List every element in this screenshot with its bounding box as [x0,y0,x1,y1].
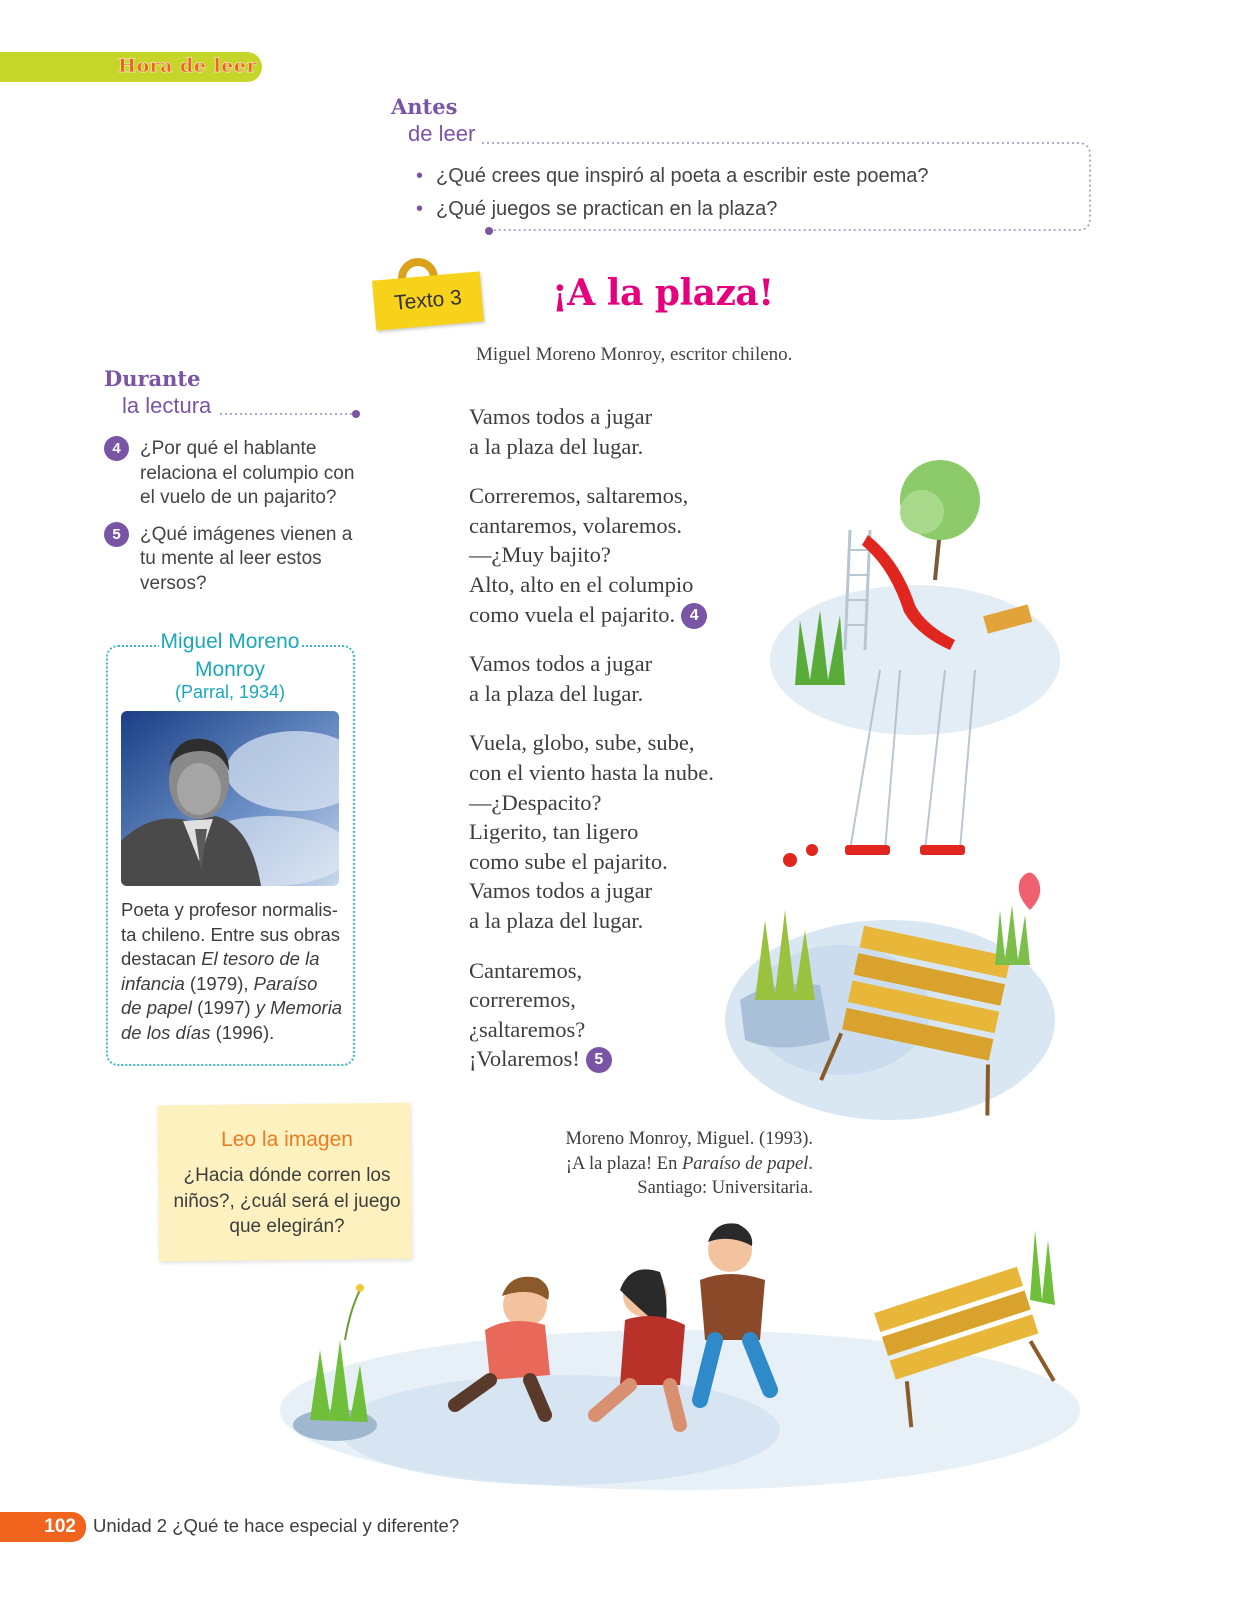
poem-line: Vamos todos a jugar [469,878,653,904]
poem-line: Correremos, saltaremos, [469,483,689,509]
citation-line [470,1152,813,1177]
question-text: ¿Por qué el hablante relaciona el columpio con el vuelo de un pajarito? [140,438,355,508]
poem-line: correremos, [469,987,576,1013]
citation-line: Santiago: Universitaria. [637,1178,813,1198]
author-name-line2: Monroy [194,658,266,681]
poem-line: —¿Despacito? [469,789,602,815]
poem-line: Cantaremos, [469,957,583,983]
poem-stanza [469,728,714,935]
section-tab [0,52,262,82]
question-item [104,523,364,597]
bio-text: Poeta y profesor normalis- ta chileno. Entre sus obras destacan [121,899,341,969]
work-year: (1997) [197,997,251,1018]
during-reading-divider [220,408,365,420]
poem-line: con el viento hasta la nube. [469,759,714,785]
during-reading-title: Durante [104,366,201,391]
section-title: Hora de leer [118,55,257,77]
poem-line: como sube el pajarito. [469,848,668,874]
question-4-badge: 4 [681,603,707,629]
citation [470,1127,813,1201]
poem-line: ¿saltaremos? [469,1016,586,1042]
poem-line-text: como vuela el pajarito. [469,601,676,627]
work-title: Memoria de los días [121,997,343,1043]
question-5-badge: 5 [586,1047,612,1073]
before-reading-title: Antes [391,94,458,119]
children-running-illustration [260,1200,1100,1500]
author-name [108,628,352,684]
question-number-badge: 5 [104,522,129,547]
during-reading-questions [104,437,364,608]
poem-line: cantaremos, volaremos. [469,512,683,538]
author-name-line1: Miguel Moreno [160,630,300,653]
poem-line: Vamos todos a jugar [469,404,653,429]
poem-stanza [469,481,714,629]
work-year: (1996). [215,1021,275,1043]
question-item [104,437,364,511]
poem-body [469,402,714,1094]
page-number: 102 [0,1512,86,1542]
during-reading-subtitle: la lectura [122,393,212,418]
author-dates: (Parral, 1934) [174,682,286,702]
author-photo [121,711,339,886]
work-title: El tesoro de la infancia [121,948,320,994]
image-note-title: Leo la imagen [221,1128,353,1151]
poem-line: Alto, alto en el columpio [469,571,694,597]
poem-stanza [469,956,714,1074]
poem-line: —¿Muy bajito? [469,542,611,568]
list-item: • ¿Qué crees que inspiró al poeta a escribir este poema? [416,160,929,193]
citation-text: . [808,1153,813,1174]
citation-book-title: Paraíso de papel [681,1153,809,1174]
work-title: Paraíso de papel [121,972,318,1018]
poem-line: a la plaza del lugar. [469,680,644,706]
list-item: • ¿Qué juegos se practican en la plaza? [416,193,929,226]
poem-line [469,600,714,630]
poem-stanza [469,649,714,708]
poem-author: Miguel Moreno Monroy, escritor chileno. [476,344,793,365]
playground-illustration [700,440,1060,1130]
image-note-text: ¿Hacia dónde corren los niños?, ¿cuál será el juego que elegirán? [173,1165,401,1237]
author-bio [121,898,343,1045]
poem-line-text: ¡Volaremos! [469,1046,580,1072]
poem-stanza [469,402,714,461]
poem-line: a la plaza del lugar. [469,433,644,459]
citation-text: ¡A la plaza! En [565,1153,678,1174]
poem-title: ¡A la plaza! [552,272,774,314]
question-number-badge: 4 [104,436,129,461]
citation-line: Moreno Monroy, Miguel. (1993). [565,1129,813,1149]
poem-line: a la plaza del lugar. [469,907,644,933]
bio-conjunction: y [255,997,265,1018]
text-label: Texto 3 [372,271,484,330]
poem-line: Ligerito, tan ligero [469,819,639,845]
before-reading-subtitle: de leer [408,121,476,146]
poem-line: Vamos todos a jugar [469,651,653,677]
poem-line [469,1044,714,1074]
unit-title: Unidad 2 ¿Qué te hace especial y diferente? [93,1515,460,1536]
poem-line: Vuela, globo, sube, sube, [469,730,695,756]
before-reading-list [416,160,929,226]
question-text: ¿Qué imágenes vienen a tu mente al leer estos versos? [140,523,353,594]
work-year: (1979), [189,972,249,994]
